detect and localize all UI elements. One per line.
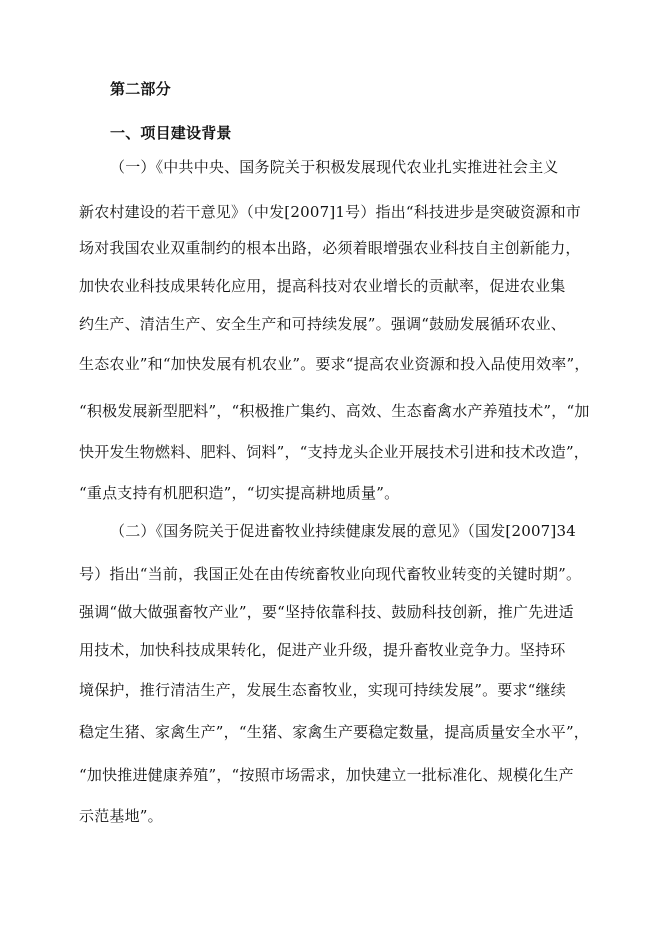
paragraph-line: “加快推进健康养殖”，“按照市场需求，加快建立一批标准化、规模化生产 [79, 766, 574, 784]
paragraph-line: “积极发展新型肥料”，“积极推广集约、高效、生态畜禽水产养殖技术”，“加 [79, 402, 590, 420]
paragraph-line: 加快农业科技成果转化应用，提高科技对农业增长的贡献率，促进农业集 [79, 277, 566, 295]
paragraph-line: 示范基地”。 [79, 807, 163, 825]
paragraph-line: 用技术，加快科技成果转化，促进产业升级，提升畜牧业竞争力。坚持环 [79, 641, 566, 659]
paragraph-line: 境保护，推行清洁生产，发展生态畜牧业，实现可持续发展”。要求“继续 [79, 681, 566, 699]
part-title: 第二部分 [110, 80, 171, 98]
paragraph-line: 快开发生物燃料、肥料、饲料”，“支持龙头企业开展技术引进和技术改造”， [79, 443, 590, 461]
paragraph-line: 新农村建设的若干意见》（中发[2007]1号）指出“科技进步是突破资源和市 [79, 203, 581, 221]
paragraph-line: 场对我国农业双重制约的根本出路，必须着眼增强农业科技自主创新能力， [79, 239, 581, 257]
paragraph-line: “重点支持有机肥积造”，“切实提高耕地质量”。 [79, 484, 400, 502]
paragraph-line: 强调“做大做强畜牧产业”，要“坚持依靠科技、鼓励科技创新，推广先进适 [79, 603, 574, 621]
paragraph-line: 稳定生猪、家禽生产”，“生猪、家禽生产要稳定数量，提高质量安全水平”， [79, 723, 590, 741]
paragraph-line: 约生产、清洁生产、安全生产和可持续发展”。强调“鼓励发展循环农业、 [79, 315, 566, 333]
section-title: 一、项目建设背景 [110, 124, 232, 142]
paragraph-line: （二）《国务院关于促进畜牧业持续健康发展的意见》（国发[2007]34 [110, 522, 576, 540]
paragraph-line: 号）指出“当前，我国正处在由传统畜牧业向现代畜牧业转变的关键时期”。 [79, 565, 582, 583]
paragraph-line: 生态农业”和“加快发展有机农业”。要求“提高农业资源和投入品使用效率”， [79, 355, 590, 373]
paragraph-line: （一）《中共中央、国务院关于积极发展现代农业扎实推进社会主义 [110, 158, 559, 176]
